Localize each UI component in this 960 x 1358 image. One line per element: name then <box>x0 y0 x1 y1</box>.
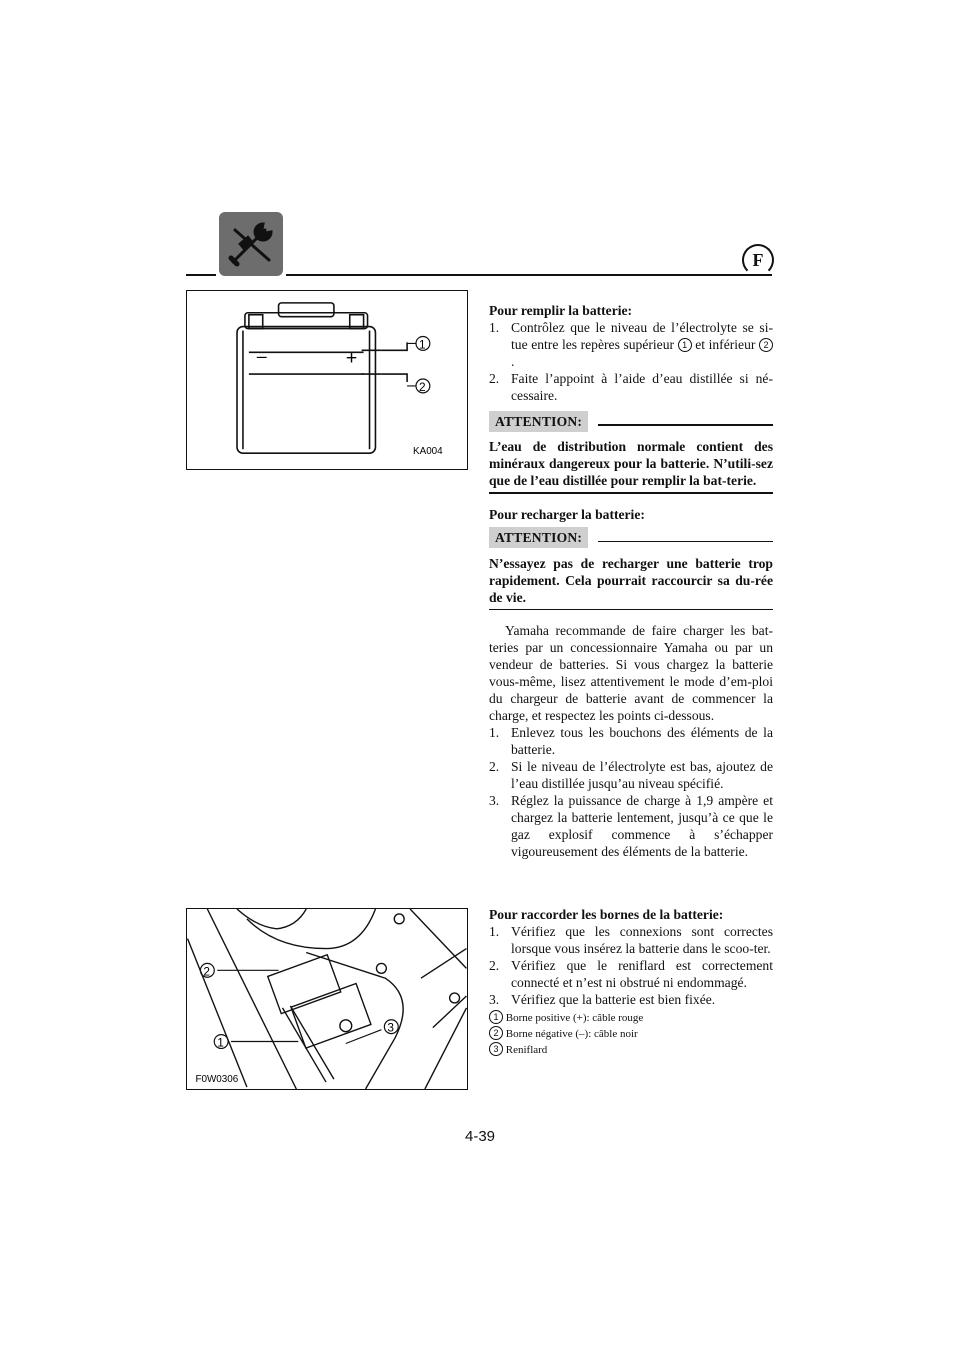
legend-item-3-text: Reniflard <box>505 1044 548 1056</box>
figure2-callout-3: 3 <box>387 1020 394 1035</box>
fill-step-1 <box>489 319 773 370</box>
terminal-figure <box>186 908 468 1090</box>
figure-legend <box>489 1010 773 1058</box>
recharge-step-3-text: Réglez la puissance de charge à 1,9 ampère et chargez la batterie lentement, jusqu’à ce que le gaz explosif commence à s’échapper vigoureusement des éléments de la batterie. <box>511 793 773 859</box>
recharge-step-3 <box>489 792 773 860</box>
fill-heading: Pour remplir la batterie: <box>489 303 633 318</box>
fill-step-2-text: Faite l’appoint à l’aide d’eau distillée si né-cessaire. <box>511 371 773 403</box>
caution-1-bottom-rule <box>489 492 773 494</box>
figure1-code: KA004 <box>413 446 443 458</box>
battery-figure <box>186 290 468 470</box>
connect-step-2 <box>489 957 773 991</box>
terminal-connect-section <box>489 906 773 1058</box>
connect-heading: Pour raccorder les bornes de la batterie: <box>489 907 724 922</box>
caution-1-label: ATTENTION: <box>489 411 588 432</box>
page-number: 4-39 <box>464 1128 496 1145</box>
minus-terminal-mark: – <box>256 346 267 367</box>
plus-terminal-mark: + <box>345 347 358 370</box>
connect-step-2-num: 2. <box>489 958 500 973</box>
recharge-heading: Pour recharger la batterie: <box>489 506 645 522</box>
recharge-step-3-num: 3. <box>489 793 500 808</box>
connect-step-1-num: 1. <box>489 924 500 939</box>
header-rule-left <box>186 274 216 276</box>
caution-2-label: ATTENTION: <box>489 527 588 548</box>
figure2-code: F0W0306 <box>195 1074 239 1086</box>
battery-fill-section <box>489 302 773 860</box>
caution-1-header <box>489 410 773 432</box>
legend-item-1-text: Borne positive (+): câble rouge <box>505 1012 644 1024</box>
connect-step-1-text: Vérifiez que les connexions sont correctes lorsque vous insérez la batterie dans le scoo-ter. <box>511 924 773 956</box>
figure2-callout-1: 1 <box>217 1035 224 1050</box>
legend-item-2 <box>489 1026 773 1042</box>
header-rule-right <box>286 274 772 276</box>
caution-1-text: L’eau de distribution normale contient des minéraux dangereux pour la batterie. N’utili-sez que de l’eau distillée pour remplir la bat-terie. <box>489 439 773 488</box>
terminal-illustration <box>187 909 467 1089</box>
figure1-callout-1: 1 <box>418 337 426 352</box>
caution-2-header <box>489 527 773 549</box>
legend-item-2-num: 2 <box>489 1026 503 1040</box>
recharge-step-2-text: Si le niveau de l’électrolyte est bas, ajoutez de l’eau distillée jusqu’au niveau spécifié. <box>511 759 773 791</box>
recharge-step-1-num: 1. <box>489 725 500 740</box>
legend-item-1-num: 1 <box>489 1010 503 1024</box>
lower-mark-ref: 2 <box>759 338 773 352</box>
caution-1-rule <box>598 424 773 426</box>
fill-step-1-part-a: Contrôlez que le niveau de l’électrolyte se si-tue entre les repères supérieur <box>511 320 773 352</box>
fill-step-1-part-c: . <box>511 354 515 369</box>
figure1-callout-2: 2 <box>418 379 426 394</box>
legend-item-1 <box>489 1010 773 1026</box>
fill-step-1-part-b: et inférieur <box>695 337 756 352</box>
recharge-step-1 <box>489 724 773 758</box>
fill-step-2 <box>489 370 773 404</box>
connect-step-3 <box>489 991 773 1008</box>
connect-step-2-text: Vérifiez que le reniflard est correctement connecté et n’est ni obstrué ni endommagé. <box>511 958 773 990</box>
fill-step-1-text <box>511 319 773 370</box>
connect-step-3-num: 3. <box>489 992 500 1007</box>
caution-2-bottom-rule <box>489 609 773 611</box>
caution-2-rule <box>598 541 773 543</box>
caution-2-text: N’essayez pas de recharger une batterie trop rapidement. Cela pourrait raccourcir sa du-rée de vie. <box>489 555 773 605</box>
fill-step-1-num: 1. <box>489 320 500 335</box>
fill-step-2-num: 2. <box>489 371 500 386</box>
connect-step-1 <box>489 923 773 957</box>
legend-item-2-text: Borne négative (–): câble noir <box>505 1028 638 1040</box>
tools-icon <box>219 212 283 276</box>
upper-mark-ref: 1 <box>678 338 692 352</box>
connect-step-3-text: Vérifiez que la batterie est bien fixée. <box>511 992 716 1007</box>
recommend-paragraph: Yamaha recommande de faire charger les bat-teries par un concessionnaire Yamaha ou par un vendeur de batteries. Si vous chargez la batterie vous-même, lisez attentivement le mode d’em-ploi du chargeur de batterie avant de commencer la charge, et respectez les points ci-dessous. <box>489 623 773 723</box>
legend-item-3 <box>489 1042 773 1058</box>
recharge-step-1-text: Enlevez tous les bouchons des éléments de la batterie. <box>511 725 773 757</box>
recharge-step-2-num: 2. <box>489 759 500 774</box>
legend-item-3-num: 3 <box>489 1042 503 1056</box>
language-badge <box>742 244 774 276</box>
battery-illustration <box>187 291 467 469</box>
figure2-callout-2: 2 <box>203 964 210 979</box>
recharge-step-2 <box>489 758 773 792</box>
language-badge-label: F <box>752 250 764 270</box>
